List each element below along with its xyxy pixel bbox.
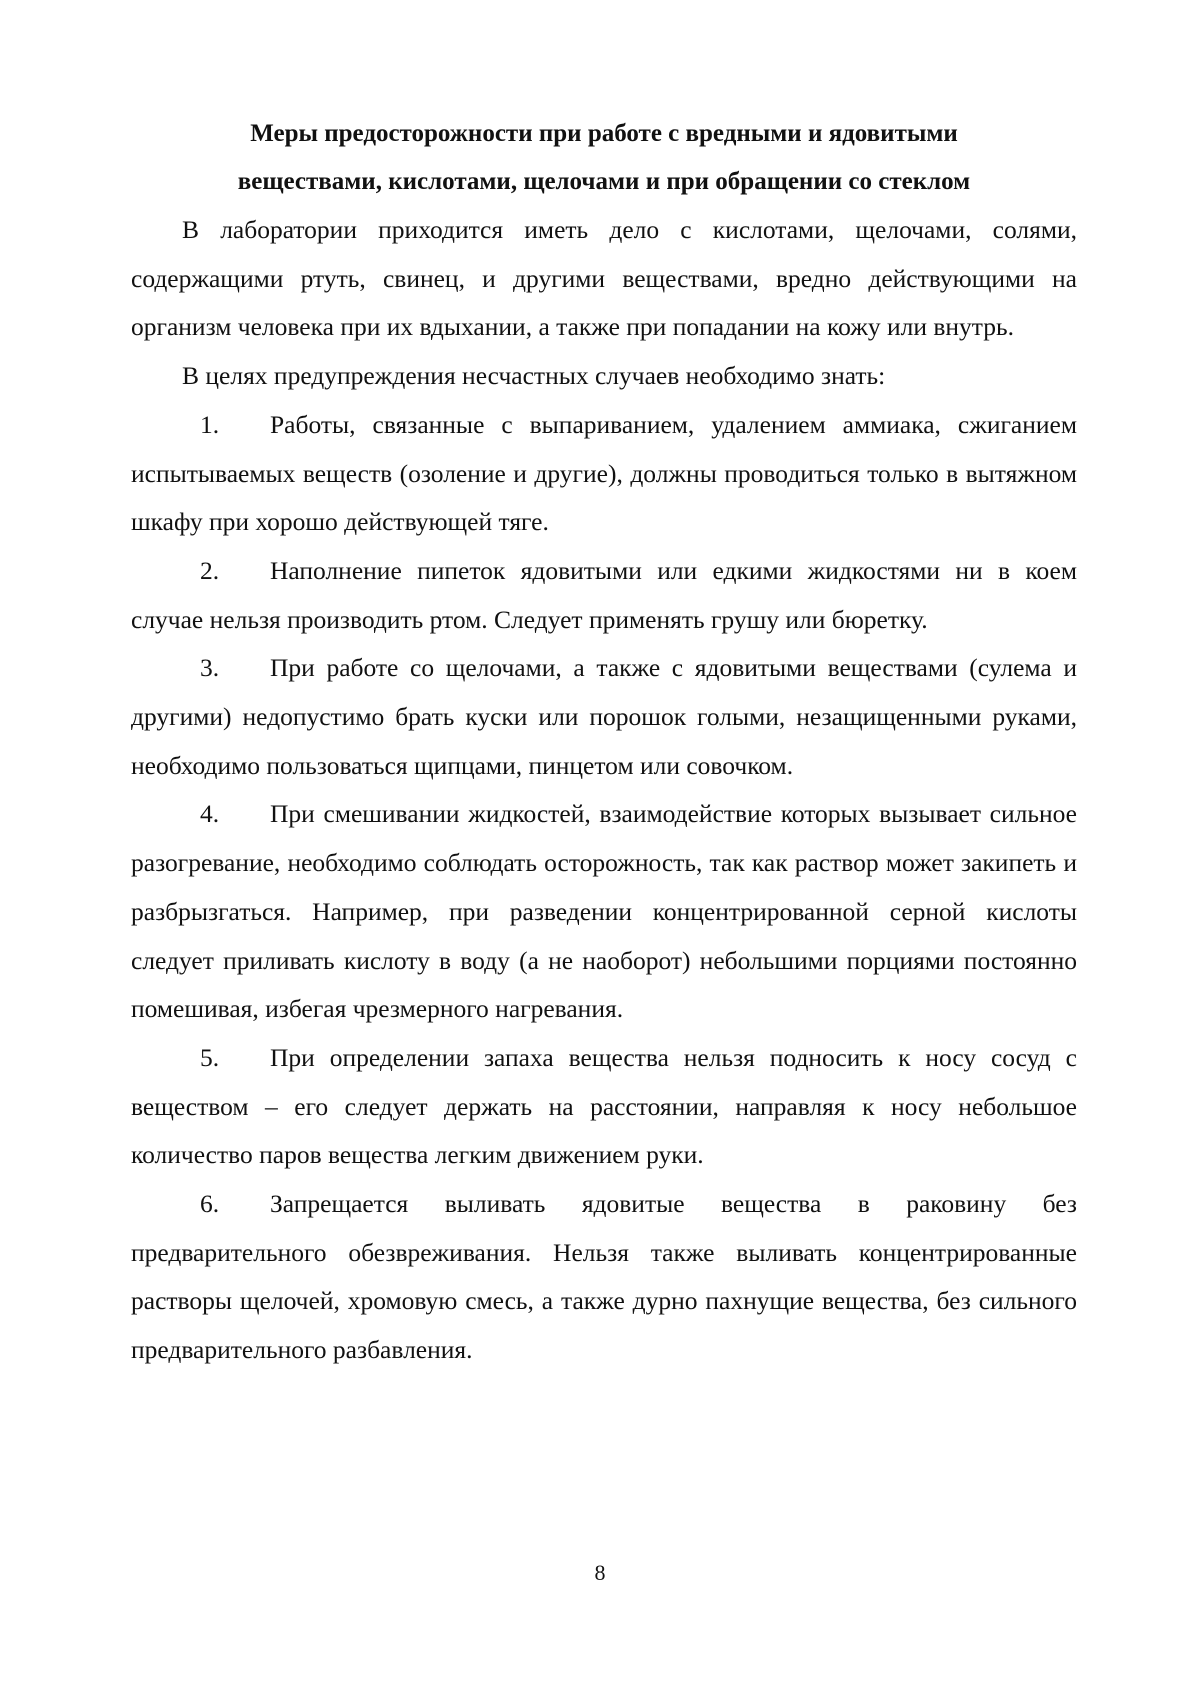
document-title (131, 110, 1077, 206)
list-item-number: 6. (200, 1189, 220, 1219)
list-item-3 (131, 644, 1077, 790)
list-item-number: 4. (200, 799, 220, 829)
list-item-text: При определении запаха вещества нельзя подносить к носу сосуд с веществом – его следует держать на расстоянии, направляя к носу небольшое количество паров вещества легким движением руки. (131, 1042, 1077, 1170)
list-item-4 (131, 790, 1077, 1034)
list-item-text: При работе со щелочами, а также с ядовитыми веществами (сулема и другими) недопустимо брать куски или порошок голыми, незащищенными руками, необходимо пользоваться щипцами, пинцетом или совочком. (131, 653, 1077, 780)
list-item-number: 5. (200, 1042, 220, 1072)
list-item-1 (131, 401, 1077, 547)
title-line-1: Меры предосторожности при работе с вредными и ядовитыми (250, 120, 958, 147)
document-page (131, 110, 1077, 1375)
list-item-6 (131, 1180, 1077, 1375)
list-item-2 (131, 547, 1077, 644)
list-item-number: 2. (200, 555, 220, 585)
list-item-5 (131, 1034, 1077, 1180)
title-line-2: веществами, кислотами, щелочами и при обращении со стеклом (237, 168, 971, 195)
list-item-number: 3. (200, 653, 220, 683)
list-item-text: Наполнение пипеток ядовитыми или едкими жидкостями ни в коем случае нельзя производить ртом. Следует применять грушу или бюретку. (131, 555, 1077, 634)
lead-in-paragraph: В целях предупреждения несчастных случаев необходимо знать: (182, 361, 886, 391)
list-item-text: Запрещается выливать ядовитые вещества в раковину без предварительного обезвреживания. Нельзя также выливать концентрированные растворы щелочей, хромовую смесь, а также дурно пахнущие вещества, без сильного предварительного разбавления. (131, 1189, 1077, 1365)
list-item-number: 1. (200, 409, 220, 439)
intro-paragraph: В лаборатории приходится иметь дело с кислотами, щелочами, солями, содержащими ртуть, свинец, и другими веществами, вредно действующими на организм человека при их вдыхании, а также при попадании на кожу или внутрь. (131, 215, 1077, 342)
page-number: 8 (594, 1560, 606, 1585)
list-item-text: При смешивании жидкостей, взаимодействие которых вызывает сильное разогревание, необходимо соблюдать осторожность, так как раствор может закипеть и разбрызгаться. Например, при разведении концентрированной серной кислоты следует приливать кислоту в воду (а не наоборот) небольшими порциями постоянно помешивая, избегая чрезмерного нагревания. (131, 799, 1077, 1024)
list-item-text: Работы, связанные с выпариванием, удалением аммиака, сжиганием испытываемых веществ (озоление и другие), должны проводиться только в вытяжном шкафу при хорошо действующей тяге. (131, 409, 1077, 537)
